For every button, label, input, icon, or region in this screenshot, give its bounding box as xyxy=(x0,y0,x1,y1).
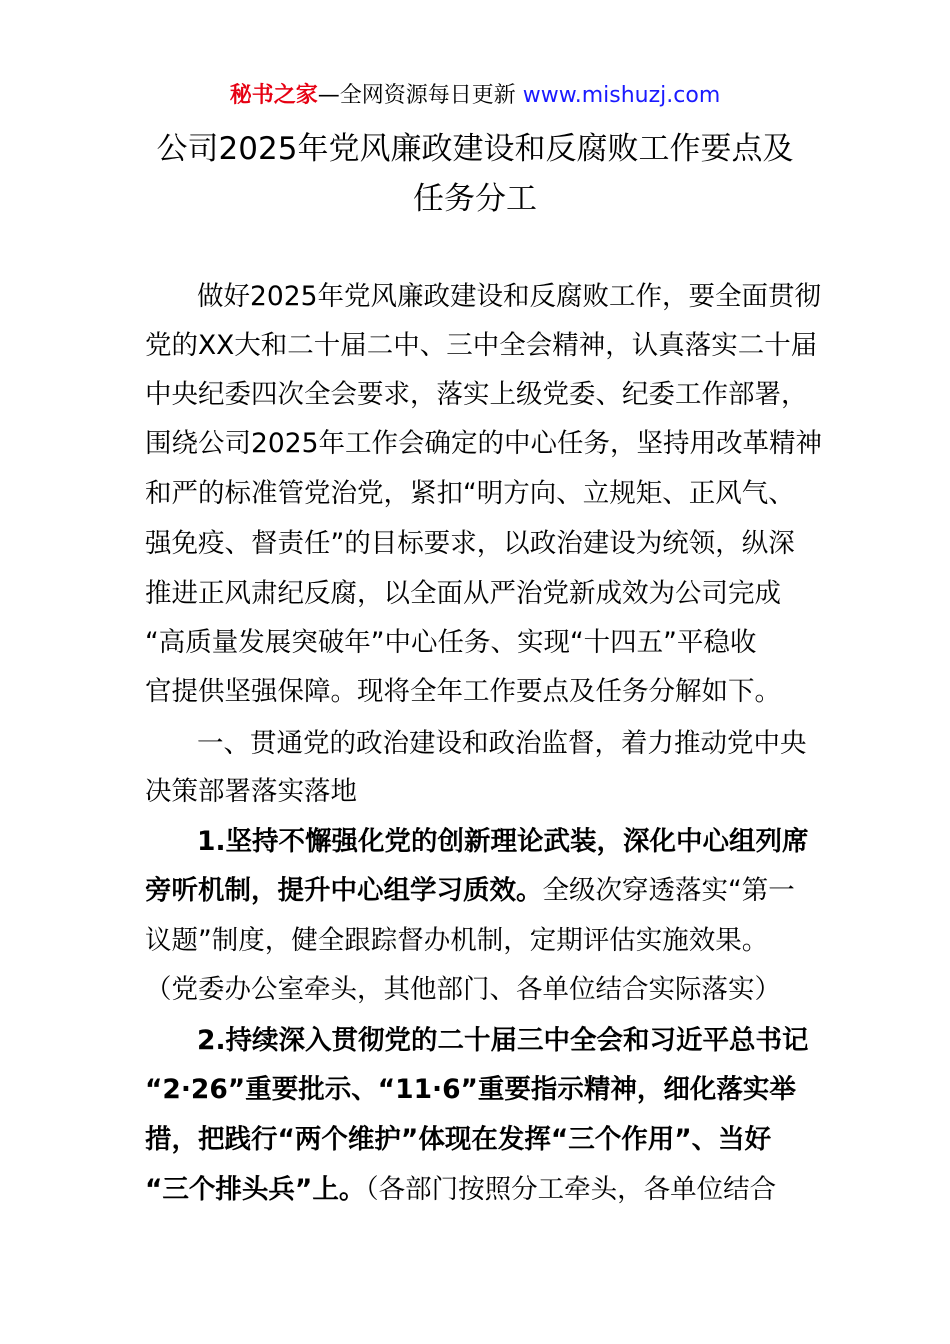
intro-line: 党的XX大和二十届二中、三中全会精神，认真落实二十届 xyxy=(145,330,818,361)
intro-line: 官提供坚强保障。现将全年工作要点及任务分解如下。 xyxy=(145,676,781,707)
item-2-responsibility: （各部门按照分工牵头，各单位结合 xyxy=(365,1174,777,1205)
item-2-line-4 xyxy=(145,1170,776,1210)
header-tagline: —全网资源每日更新 xyxy=(317,83,523,108)
brand-name: 秘书之家 xyxy=(229,83,318,108)
intro-line: 强免疫、督责任”的目标要求，以政治建设为统领，纵深 xyxy=(145,528,795,559)
title-line-2: 任务分工 xyxy=(413,181,537,217)
item-2-heading-cont: “2·26”重要批示、“11·6”重要指示精神，细化落实举 xyxy=(145,1074,796,1105)
site-url-link[interactable]: www.mishuzj.com xyxy=(522,83,721,108)
document-title xyxy=(120,124,830,224)
section-heading-1: 一、贯通党的政治建设和政治监督，着力推动党中央 xyxy=(197,728,807,759)
item-1-heading-cont: 旁听机制，提升中心组学习质效。 xyxy=(145,875,543,906)
item-1-line-2 xyxy=(145,871,795,911)
item-2-heading-end: “三个排头兵”上。 xyxy=(145,1174,366,1205)
intro-line: 中央纪委四次全会要求，落实上级党委、纪委工作部署， xyxy=(145,379,808,410)
site-header xyxy=(0,80,950,112)
intro-line: “高质量发展突破年”中心任务、实现“十四五”平稳收 xyxy=(145,627,757,658)
intro-line: 和严的标准管党治党，紧扣“明方向、立规矩、正风气、 xyxy=(145,478,795,509)
intro-line: 围绕公司2025年工作会确定的中心任务，坚持用改革精神 xyxy=(145,428,822,459)
intro-line: 做好2025年党风廉政建设和反腐败工作，要全面贯彻 xyxy=(197,281,821,312)
section-heading-1-cont: 决策部署落实落地 xyxy=(145,776,357,807)
item-1-responsibility: （党委办公室牵头，其他部门、各单位结合实际落实） xyxy=(145,974,781,1005)
item-2-heading: 2.持续深入贯彻党的二十届三中全会和习近平总书记 xyxy=(197,1025,809,1056)
item-1-text: 全级次穿透落实“第一 xyxy=(542,875,795,906)
intro-line: 推进正风肃纪反腐，以全面从严治党新成效为公司完成 xyxy=(145,578,781,609)
item-1-line-3: 议题”制度，健全跟踪督办机制，定期评估实施效果。 xyxy=(145,925,769,956)
item-1-heading: 1.坚持不懈强化党的创新理论武装，深化中心组列席 xyxy=(197,826,809,857)
item-2-heading-cont: 措，把践行“两个维护”体现在发挥“三个作用”、当好 xyxy=(145,1124,772,1155)
title-line-1: 公司2025年党风廉政建设和反腐败工作要点及 xyxy=(156,131,794,167)
